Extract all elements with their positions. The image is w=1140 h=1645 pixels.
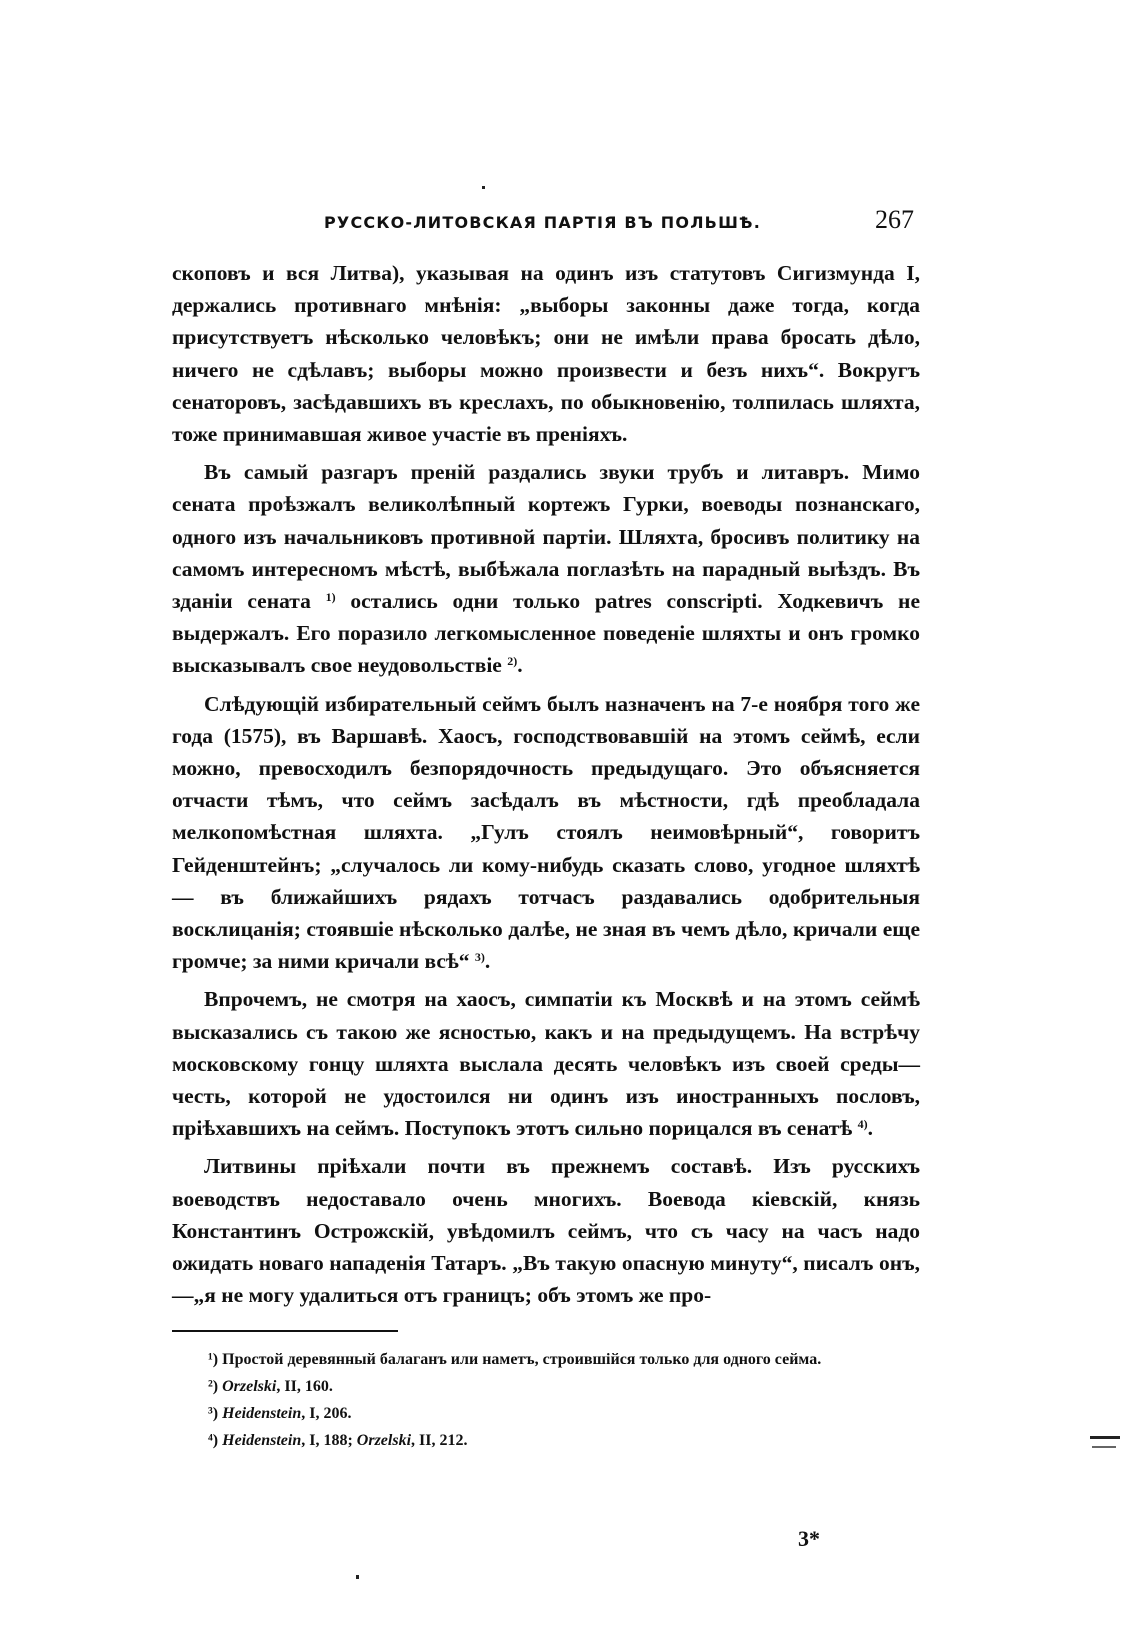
footnote-reference: 4) [857, 1117, 868, 1132]
text-run: Слѣдующій избирательный сеймъ былъ назначенъ на 7-е ноября того же года (1575), въ Варшавѣ. Хаосъ, господствовавшій на этомъ сеймѣ, если можно, превосходилъ безпорядочность предыдущаго. Это объясняется отчасти тѣмъ, что сеймъ засѣдалъ въ мѣстности, гдѣ преобладала мелкопомѣстная шляхта. „Гулъ стоялъ неимовѣрный“, говоритъ Гейденштейнъ; „случалось ли кому-нибудь сказать слово, угодное шляхтѣ — въ ближайшихъ рядахъ тотчасъ раздавались одобрительныя восклицанія; стоявшіе нѣсколько далѣе, не зная въ чемъ дѣло, кричали еще громче; за ними кричали всѣ“ [172, 691, 920, 974]
footnote [172, 1427, 920, 1454]
text-run: остались одни только patres conscripti. Ходкевичъ не выдержалъ. Его поразило легкомысленное поведеніе шляхты и онъ громко высказывалъ свое неудовольствіе [172, 589, 920, 678]
page-number: 267 [875, 205, 914, 234]
text-run: , I, 206. [301, 1404, 352, 1422]
text-run: . [867, 1116, 874, 1141]
footnote [172, 1346, 920, 1373]
footnote-reference: 1) [325, 590, 336, 605]
text-run: , II, 212. [411, 1431, 468, 1449]
scan-speck [1092, 1446, 1116, 1448]
running-header [172, 205, 920, 239]
text-run: ¹) Простой деревянный балаганъ или наметъ, строившійся только для одного сейма. [208, 1350, 822, 1368]
paragraph [172, 456, 920, 681]
cited-author: Heidenstein [222, 1404, 302, 1422]
cited-author: Orzelski [356, 1431, 412, 1449]
footnotes [172, 1346, 920, 1454]
paragraph [172, 1150, 920, 1311]
text-run: Въ самый разгаръ преній раздались звуки трубъ и литавръ. Мимо сената проѣзжалъ великолѣпный кортежъ Гурки, воеводы познанскаго, одного изъ начальниковъ противной партіи. Шляхта, бросивъ политику на самомъ интересномъ мѣстѣ, выбѣжала поглазѣть на парадный выѣздъ. Въ зданіи сената [172, 460, 920, 614]
footnote-reference: 3) [474, 950, 485, 965]
footnote [172, 1373, 920, 1400]
text-run: . [517, 653, 523, 678]
footnote-reference: 2) [507, 654, 518, 669]
footnote [172, 1400, 920, 1427]
body-text [172, 257, 920, 1312]
scan-speck [356, 1575, 359, 1579]
text-run: скоповъ и вся Литва), указывая на одинъ изъ статутовъ Сигизмунда I, держались противнаго мнѣнія: „выборы законны даже тогда, когда присутствуетъ нѣсколько человѣкъ; они не имѣли права бросать дѣло, ничего не сдѣлавъ; выборы можно произвести и безъ нихъ“. Вокругъ сенаторовъ, засѣдавшихъ въ креслахъ, по обыкновенію, толпилась шляхта, тоже принимавшая живое участіе въ преніяхъ. [172, 261, 920, 447]
cited-author: Orzelski [222, 1377, 277, 1395]
text-run: Литвины пріѣхали почти въ прежнемъ составѣ. Изъ русскихъ воеводствъ недоставало очень многихъ. Воевода кіевскій, князь Константинъ Острожскій, увѣдомилъ сеймъ, что съ часу на часъ надо ожидать новаго нападенія Татаръ. „Въ такую опасную минуту“, писалъ онъ,—„я не могу удалиться отъ границъ; объ этомъ же про- [172, 1154, 920, 1308]
signature-mark: 3* [798, 1526, 820, 1551]
text-run: ²) [208, 1377, 223, 1395]
text-run: , I, 188; [301, 1431, 357, 1449]
paragraph [172, 983, 920, 1144]
cited-author: Heidenstein [222, 1431, 302, 1449]
text-run: Впрочемъ, не смотря на хаосъ, симпатіи къ Москвѣ и на этомъ сеймѣ высказались съ такою же ясностью, какъ и на предыдущемъ. На встрѣчу московскому гонцу шляхта выслала десять человѣкъ изъ своей среды—честь, которой не удостоился ни одинъ изъ иностранныхъ пословъ, пріѣхавшихъ на сеймъ. Поступокъ этотъ сильно порицался въ сенатѣ [172, 987, 920, 1141]
text-run: ⁴) [208, 1431, 223, 1449]
text-run: ³) [208, 1404, 223, 1422]
paragraph [172, 688, 920, 978]
scan-speck [482, 186, 485, 189]
running-title: РУССКО-ЛИТОВСКАЯ ПАРТІЯ ВЪ ПОЛЬШѢ. [324, 213, 761, 232]
book-page [172, 205, 920, 1454]
footnote-divider [172, 1330, 398, 1332]
text-run: . [484, 949, 491, 974]
text-run: , II, 160. [276, 1377, 333, 1395]
scan-speck [1090, 1436, 1120, 1439]
paragraph [172, 257, 920, 450]
